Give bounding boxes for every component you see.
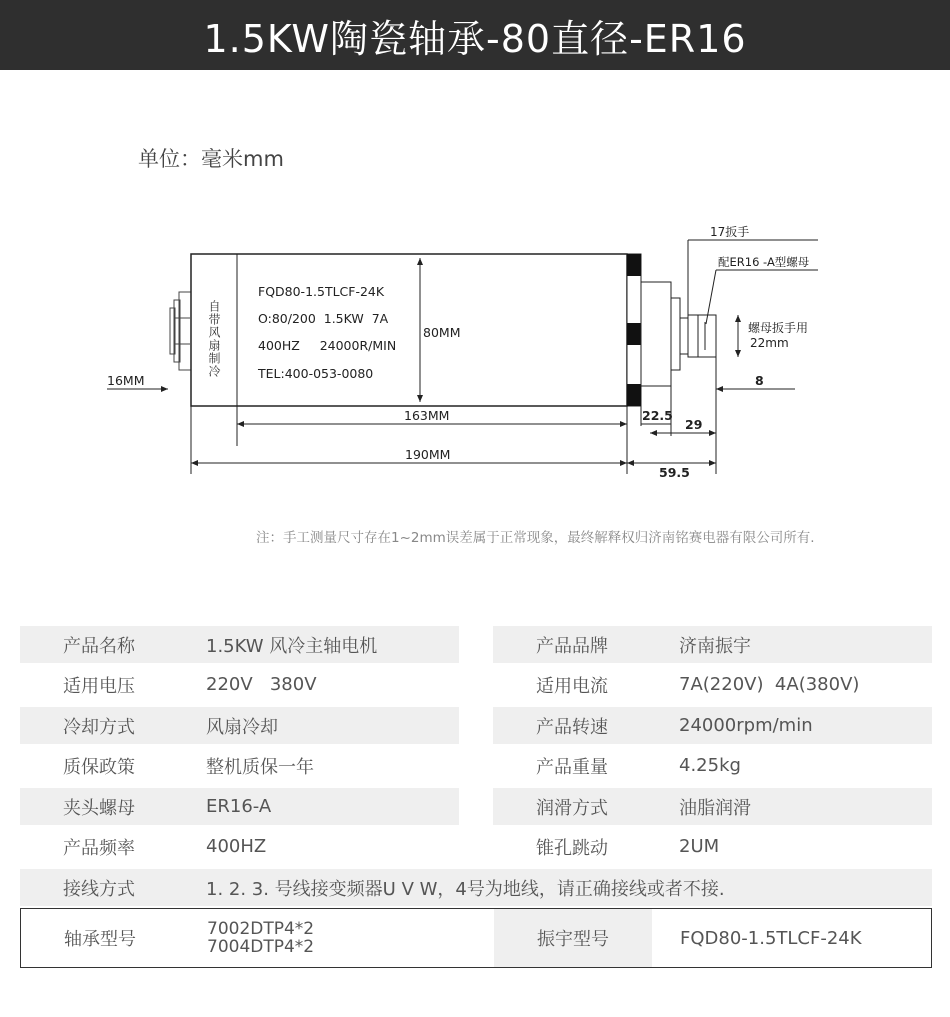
spec-value: 1.5KW 风冷主轴电机 xyxy=(178,626,459,663)
spec-value: 油脂润滑 xyxy=(651,788,932,825)
table-row xyxy=(20,828,932,865)
table-row-bearing xyxy=(20,908,932,968)
spec-label: 质保政策 xyxy=(63,756,135,778)
dim-8: 8 xyxy=(755,373,764,388)
spindle-nose xyxy=(641,282,716,386)
spec-value: 4.25kg xyxy=(679,755,741,776)
bearing-label: 轴承型号 xyxy=(64,929,136,950)
spec-label: 产品频率 xyxy=(63,837,135,859)
model-label: 振宇型号 xyxy=(494,909,652,967)
table-row xyxy=(20,747,932,784)
dim-29: 29 xyxy=(685,417,703,432)
header-bar xyxy=(0,0,950,70)
table-row xyxy=(20,626,932,663)
wiring-value: 1. 2. 3. 号线接变频器U V W，4号为地线，请正确接线或者不接. xyxy=(178,869,932,906)
page-title: 1.5KW陶瓷轴承-80直径-ER16 xyxy=(203,16,747,61)
spec-value: 济南振宇 xyxy=(651,626,932,663)
spec-value: 整机质保一年 xyxy=(206,756,314,778)
spec-label: 产品名称 xyxy=(20,626,178,663)
wrench-label: 17扳手 xyxy=(710,225,750,239)
spec-value: 24000rpm/min xyxy=(651,707,932,744)
spec-value: 7A(220V) 4A(380V) xyxy=(679,674,860,695)
model-value: FQD80-1.5TLCF-24K xyxy=(680,927,862,949)
spec-label: 冷却方式 xyxy=(20,707,178,744)
fan-cap xyxy=(170,292,191,370)
disclaimer-note: 注：手工测量尺寸存在1~2mm误差属于正常现象，最终解释权归济南铭赛电器有限公司所有. xyxy=(256,530,815,546)
motor-model: FQD80-1.5TLCF-24K xyxy=(258,284,385,299)
table-row xyxy=(20,707,932,744)
front-flange xyxy=(627,254,641,406)
spec-value: ER16-A xyxy=(178,788,459,825)
bearing-value-2: 7004DTP4*2 xyxy=(207,937,315,957)
spec-value: 220V 380V xyxy=(206,674,317,695)
table-row xyxy=(20,788,932,825)
dim-diameter: 80MM xyxy=(423,325,461,340)
table-row xyxy=(20,869,932,906)
nut-label: 配ER16 -A型螺母 xyxy=(718,255,810,269)
spec-label: 适用电压 xyxy=(63,675,135,697)
dim-22-5: 22.5 xyxy=(642,408,673,423)
dim-190: 190MM xyxy=(405,447,451,462)
spec-label: 产品重量 xyxy=(536,756,608,778)
motor-body xyxy=(191,254,627,406)
spindle-drawing xyxy=(0,210,950,510)
unit-label: 单位：毫米mm xyxy=(138,147,284,171)
spec-label: 润滑方式 xyxy=(493,788,651,825)
spec-value: 风扇冷却 xyxy=(178,707,459,744)
nut-wrench-size: 22mm xyxy=(750,336,789,350)
spec-value: 400HZ xyxy=(206,836,267,857)
spec-label: 夹头螺母 xyxy=(20,788,178,825)
dim-59-5: 59.5 xyxy=(659,465,690,480)
motor-spec-2: 400HZ 24000R/MIN xyxy=(258,338,397,353)
dim-16: 16MM xyxy=(107,373,145,388)
dim-163: 163MM xyxy=(404,408,450,423)
wiring-label: 接线方式 xyxy=(20,869,178,906)
spec-label: 锥孔跳动 xyxy=(536,837,608,859)
spec-label: 产品转速 xyxy=(493,707,651,744)
bearing-value-1: 7002DTP4*2 xyxy=(207,919,315,939)
spec-label: 产品品牌 xyxy=(493,626,651,663)
motor-tel: TEL:400-053-0080 xyxy=(258,366,374,381)
table-row xyxy=(20,666,932,703)
nut-wrench-label: 螺母扳手用 xyxy=(748,321,809,335)
side-label: 自带风扇制冷 xyxy=(207,300,221,378)
spec-label: 适用电流 xyxy=(536,675,608,697)
motor-spec-1: O:80/200 1.5KW 7A xyxy=(258,311,389,326)
bearing-value xyxy=(179,909,460,967)
spec-value: 2UM xyxy=(679,836,720,857)
